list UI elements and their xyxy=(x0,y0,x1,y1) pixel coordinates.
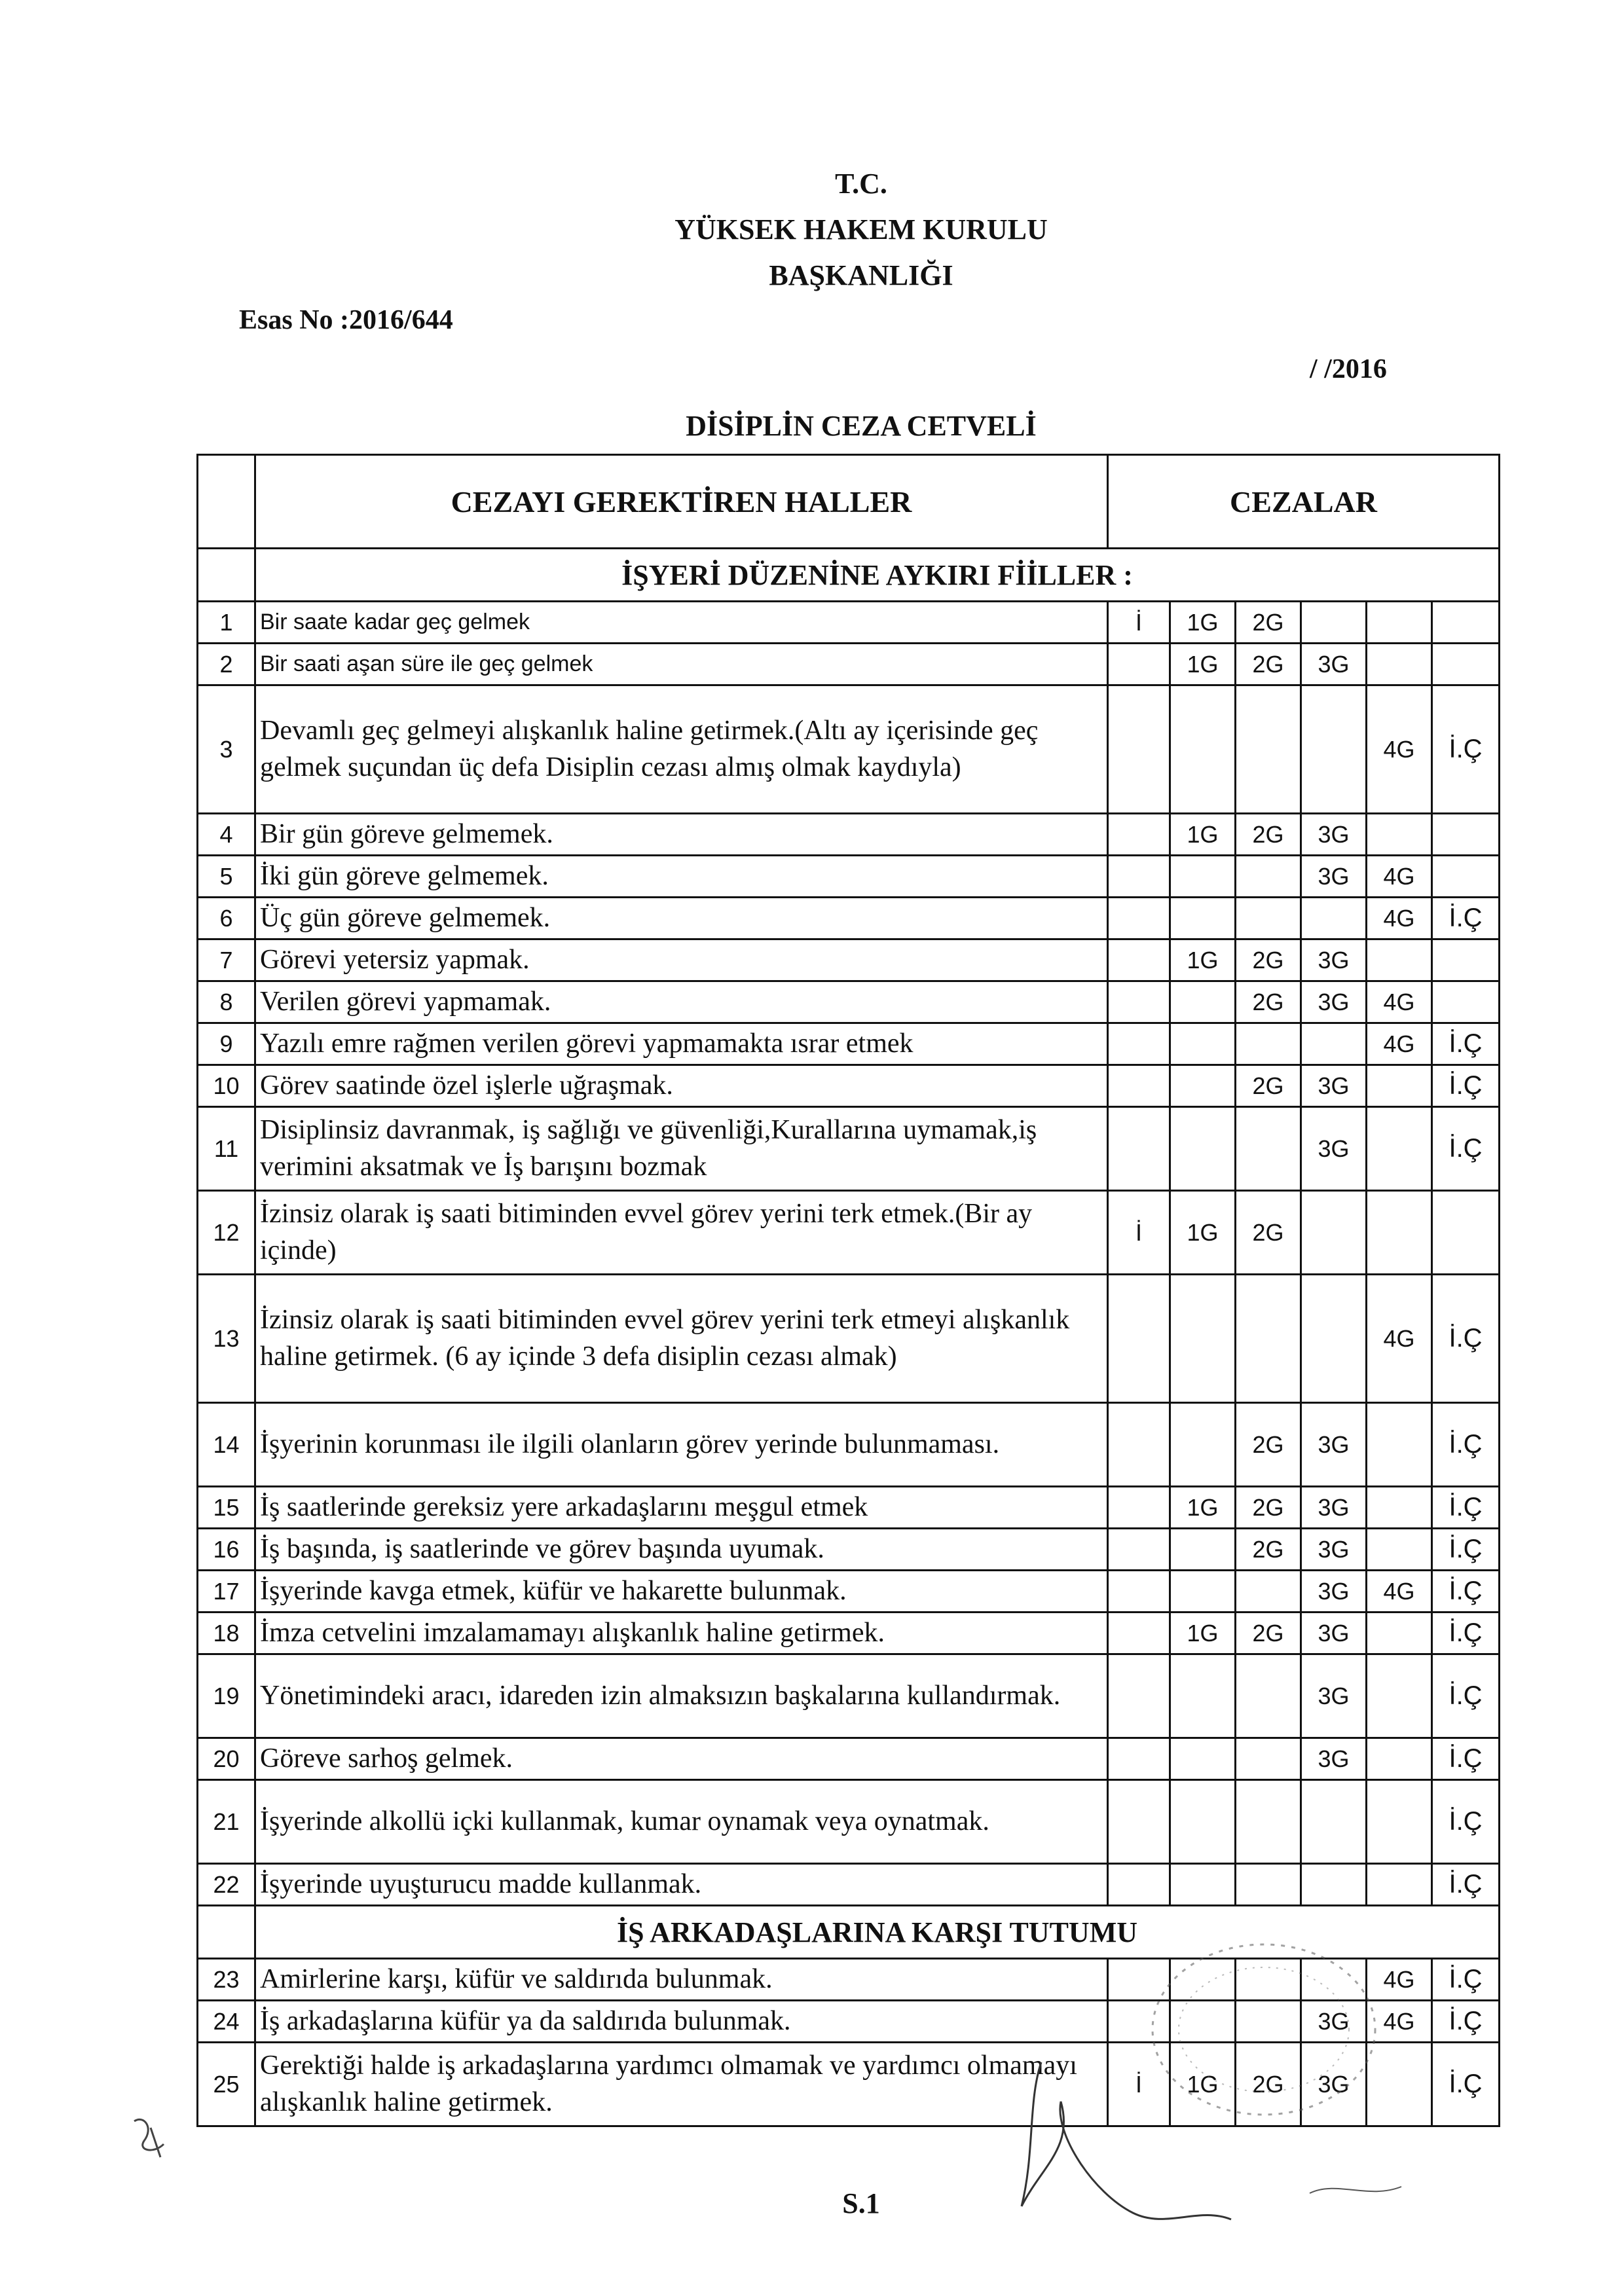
penalty-cell xyxy=(1170,1403,1236,1487)
penalty-cell: 4G xyxy=(1367,856,1432,898)
penalty-cell: 1G xyxy=(1170,1191,1236,1275)
penalty-cell xyxy=(1301,898,1367,939)
penalty-cell xyxy=(1236,1571,1301,1613)
offense-description: Devamlı geç gelmeyi alışkanlık haline getirmek.(Altı ay içerisinde geç gelmek suçundan üç defa Disiplin cezası almış olmak kaydıyla) xyxy=(255,685,1108,814)
penalty-cell xyxy=(1108,1613,1170,1654)
penalty-cell xyxy=(1108,1023,1170,1065)
penalty-cell xyxy=(1236,1654,1301,1738)
penalty-cell xyxy=(1108,981,1170,1023)
penalty-cell: 3G xyxy=(1301,1403,1367,1487)
row-number: 17 xyxy=(198,1571,255,1613)
table-row xyxy=(198,1529,1500,1571)
penalty-cell xyxy=(1170,1023,1236,1065)
row-number: 9 xyxy=(198,1023,255,1065)
penalty-cell xyxy=(1170,898,1236,939)
penalty-cell xyxy=(1367,644,1432,685)
section-num-cell xyxy=(198,549,255,602)
row-number: 5 xyxy=(198,856,255,898)
penalty-cell: 4G xyxy=(1367,1023,1432,1065)
penalty-cell xyxy=(1108,1487,1170,1529)
penalty-cell: İ.Ç xyxy=(1432,1864,1500,1906)
table-row xyxy=(198,939,1500,981)
penalty-cell: 4G xyxy=(1367,1275,1432,1403)
penalty-cell xyxy=(1367,939,1432,981)
penalty-cell xyxy=(1301,602,1367,644)
penalty-cell xyxy=(1301,1191,1367,1275)
penalty-cell: 1G xyxy=(1170,939,1236,981)
penalty-cell: İ.Ç xyxy=(1432,1738,1500,1780)
penalty-cell xyxy=(1108,1654,1170,1738)
penalty-cell: 3G xyxy=(1301,1738,1367,1780)
case-number: Esas No :2016/644 xyxy=(239,305,453,335)
penalty-cell xyxy=(1108,1738,1170,1780)
penalty-cell xyxy=(1367,1613,1432,1654)
penalty-table xyxy=(196,454,1500,2127)
penalty-cell xyxy=(1236,2001,1301,2043)
document-title: DİSİPLİN CEZA CETVELİ xyxy=(686,410,1037,442)
penalty-cell xyxy=(1301,1275,1367,1403)
header-num-cell xyxy=(198,455,255,549)
row-number: 20 xyxy=(198,1738,255,1780)
offense-description: Yazılı emre rağmen verilen görevi yapmamakta ısrar etmek xyxy=(255,1023,1108,1065)
penalty-cell xyxy=(1170,2001,1236,2043)
row-number: 14 xyxy=(198,1403,255,1487)
row-number: 10 xyxy=(198,1065,255,1107)
penalty-cell xyxy=(1367,1065,1432,1107)
penalty-cell xyxy=(1301,1780,1367,1864)
penalty-cell xyxy=(1108,685,1170,814)
penalty-cell: 3G xyxy=(1301,644,1367,685)
penalty-cell: 3G xyxy=(1301,814,1367,856)
penalty-cell xyxy=(1236,1275,1301,1403)
table-row xyxy=(198,1487,1500,1529)
table-row xyxy=(198,856,1500,898)
penalty-cell xyxy=(1236,685,1301,814)
penalty-cell xyxy=(1367,1529,1432,1571)
penalty-cell xyxy=(1170,1529,1236,1571)
penalty-cell: 1G xyxy=(1170,1487,1236,1529)
penalty-cell xyxy=(1432,1191,1500,1275)
section-header-row xyxy=(198,1906,1500,1959)
penalty-cell xyxy=(1367,2043,1432,2126)
row-number: 22 xyxy=(198,1864,255,1906)
page-number: S.1 xyxy=(842,2187,880,2219)
row-number: 3 xyxy=(198,685,255,814)
penalty-cell xyxy=(1108,814,1170,856)
offense-description: Verilen görevi yapmamak. xyxy=(255,981,1108,1023)
penalty-cell xyxy=(1432,856,1500,898)
penalty-cell: 2G xyxy=(1236,1529,1301,1571)
offense-description: İş arkadaşlarına küfür ya da saldırıda bulunmak. xyxy=(255,2001,1108,2043)
penalty-cell xyxy=(1367,1654,1432,1738)
penalty-cell xyxy=(1170,1864,1236,1906)
row-number: 19 xyxy=(198,1654,255,1738)
penalty-cell xyxy=(1236,1738,1301,1780)
offense-description: İşyerinde alkollü içki kullanmak, kumar oynamak veya oynatmak. xyxy=(255,1780,1108,1864)
penalty-cell xyxy=(1108,898,1170,939)
penalty-cell: 1G xyxy=(1170,602,1236,644)
penalty-cell: 3G xyxy=(1301,1654,1367,1738)
header-tc: T.C. xyxy=(835,168,887,200)
offense-description: Göreve sarhoş gelmek. xyxy=(255,1738,1108,1780)
table-row xyxy=(198,2043,1500,2126)
offense-description: İşyerinde uyuşturucu madde kullanmak. xyxy=(255,1864,1108,1906)
penalty-cell: 4G xyxy=(1367,2001,1432,2043)
offense-description: Bir saate kadar geç gelmek xyxy=(255,602,1108,644)
row-number: 25 xyxy=(198,2043,255,2126)
penalty-cell xyxy=(1170,1780,1236,1864)
row-number: 1 xyxy=(198,602,255,644)
penalty-cell xyxy=(1108,1959,1170,2001)
penalty-cell: 3G xyxy=(1301,2001,1367,2043)
penalty-cell: 3G xyxy=(1301,1065,1367,1107)
penalty-cell xyxy=(1367,602,1432,644)
penalty-cell: 2G xyxy=(1236,939,1301,981)
penalty-cell xyxy=(1108,1065,1170,1107)
row-number: 6 xyxy=(198,898,255,939)
row-number: 13 xyxy=(198,1275,255,1403)
penalty-cell xyxy=(1170,1275,1236,1403)
penalty-cell: 1G xyxy=(1170,2043,1236,2126)
penalty-cell: İ xyxy=(1108,602,1170,644)
header-presidency: BAŞKANLIĞI xyxy=(769,259,953,291)
offense-description: Gerektiği halde iş arkadaşlarına yardımcı olmamak ve yardımcı olmamayı alışkanlık haline getirmek. xyxy=(255,2043,1108,2126)
table-row xyxy=(198,1864,1500,1906)
penalty-cell: İ.Ç xyxy=(1432,1487,1500,1529)
penalty-cell: 2G xyxy=(1236,1613,1301,1654)
table-row xyxy=(198,644,1500,685)
table-row xyxy=(198,1613,1500,1654)
penalty-cell: 4G xyxy=(1367,1959,1432,2001)
penalty-cell xyxy=(1367,1864,1432,1906)
penalty-cell: 2G xyxy=(1236,1191,1301,1275)
table-row xyxy=(198,602,1500,644)
row-number: 21 xyxy=(198,1780,255,1864)
penalty-cell: 1G xyxy=(1170,644,1236,685)
row-number: 15 xyxy=(198,1487,255,1529)
penalty-cell xyxy=(1301,1023,1367,1065)
document-date: / /2016 xyxy=(1310,354,1387,384)
table-row xyxy=(198,814,1500,856)
penalty-cell xyxy=(1236,856,1301,898)
penalty-cell: 4G xyxy=(1367,685,1432,814)
penalty-cell: 2G xyxy=(1236,814,1301,856)
offense-description: Bir gün göreve gelmemek. xyxy=(255,814,1108,856)
offense-description: İzinsiz olarak iş saati bitiminden evvel görev yerini terk etmek.(Bir ay içinde) xyxy=(255,1191,1108,1275)
penalty-cell: 2G xyxy=(1236,644,1301,685)
penalty-cell: 3G xyxy=(1301,1529,1367,1571)
table-row xyxy=(198,685,1500,814)
offense-description: Üç gün göreve gelmemek. xyxy=(255,898,1108,939)
penalty-cell: İ.Ç xyxy=(1432,1780,1500,1864)
penalty-cell xyxy=(1236,1023,1301,1065)
penalty-cell: İ xyxy=(1108,2043,1170,2126)
table-row xyxy=(198,898,1500,939)
penalty-cell xyxy=(1170,1654,1236,1738)
penalty-cell: İ.Ç xyxy=(1432,898,1500,939)
table-row xyxy=(198,1275,1500,1403)
section-title: İŞ ARKADAŞLARINA KARŞI TUTUMU xyxy=(255,1906,1500,1959)
penalty-cell xyxy=(1367,1780,1432,1864)
initials-icon xyxy=(124,2108,183,2167)
penalty-cell: İ.Ç xyxy=(1432,1571,1500,1613)
penalty-cell xyxy=(1108,1864,1170,1906)
table-row xyxy=(198,1571,1500,1613)
offense-description: İşyerinin korunması ile ilgili olanların görev yerinde bulunmaması. xyxy=(255,1403,1108,1487)
penalty-cell xyxy=(1432,602,1500,644)
column-header-offenses: CEZAYI GEREKTİREN HALLER xyxy=(255,455,1108,549)
penalty-cell xyxy=(1170,1065,1236,1107)
penalty-cell: İ.Ç xyxy=(1432,1107,1500,1191)
offense-description: Bir saati aşan süre ile geç gelmek xyxy=(255,644,1108,685)
penalty-cell xyxy=(1367,1107,1432,1191)
table-row xyxy=(198,981,1500,1023)
table-row xyxy=(198,1191,1500,1275)
penalty-cell xyxy=(1236,1780,1301,1864)
penalty-cell xyxy=(1432,644,1500,685)
penalty-cell xyxy=(1367,1191,1432,1275)
offense-description: İş saatlerinde gereksiz yere arkadaşlarını meşgul etmek xyxy=(255,1487,1108,1529)
penalty-cell: İ.Ç xyxy=(1432,1065,1500,1107)
penalty-cell xyxy=(1236,898,1301,939)
table-row xyxy=(198,1654,1500,1738)
table-row xyxy=(198,1738,1500,1780)
penalty-cell: 2G xyxy=(1236,1487,1301,1529)
penalty-cell xyxy=(1108,1529,1170,1571)
penalty-cell xyxy=(1301,685,1367,814)
penalty-cell: 3G xyxy=(1301,1487,1367,1529)
row-number: 8 xyxy=(198,981,255,1023)
penalty-cell xyxy=(1367,1738,1432,1780)
offense-description: Amirlerine karşı, küfür ve saldırıda bulunmak. xyxy=(255,1959,1108,2001)
penalty-cell: İ.Ç xyxy=(1432,1959,1500,2001)
penalty-cell: 1G xyxy=(1170,814,1236,856)
penalty-cell: 4G xyxy=(1367,981,1432,1023)
penalty-cell: 3G xyxy=(1301,1613,1367,1654)
offense-description: İzinsiz olarak iş saati bitiminden evvel görev yerini terk etmeyi alışkanlık haline getirmek. (6 ay içinde 3 defa disiplin cezası almak) xyxy=(255,1275,1108,1403)
table-header-row xyxy=(198,455,1500,549)
offense-description: İki gün göreve gelmemek. xyxy=(255,856,1108,898)
penalty-cell xyxy=(1108,644,1170,685)
offense-description: Disiplinsiz davranmak, iş sağlığı ve güvenliği,Kurallarına uymamak,iş verimini aksatmak ve İş barışını bozmak xyxy=(255,1107,1108,1191)
offense-description: Yönetimindeki aracı, idareden izin almaksızın başkalarına kullandırmak. xyxy=(255,1654,1108,1738)
section-num-cell xyxy=(198,1906,255,1959)
section-header-row xyxy=(198,549,1500,602)
row-number: 24 xyxy=(198,2001,255,2043)
penalty-cell: İ.Ç xyxy=(1432,1613,1500,1654)
penalty-cell xyxy=(1108,1780,1170,1864)
table-row xyxy=(198,1065,1500,1107)
penalty-cell: İ.Ç xyxy=(1432,2043,1500,2126)
penalty-cell xyxy=(1108,2001,1170,2043)
penalty-cell: 3G xyxy=(1301,1107,1367,1191)
penalty-cell: 4G xyxy=(1367,898,1432,939)
offense-description: İmza cetvelini imzalamamayı alışkanlık haline getirmek. xyxy=(255,1613,1108,1654)
table-row xyxy=(198,1403,1500,1487)
row-number: 2 xyxy=(198,644,255,685)
penalty-cell: 3G xyxy=(1301,981,1367,1023)
penalty-cell xyxy=(1301,1959,1367,2001)
penalty-cell xyxy=(1108,939,1170,981)
penalty-cell xyxy=(1170,856,1236,898)
penalty-cell xyxy=(1108,856,1170,898)
penalty-cell: 4G xyxy=(1367,1571,1432,1613)
penalty-cell xyxy=(1108,1403,1170,1487)
penalty-cell: İ.Ç xyxy=(1432,1023,1500,1065)
penalty-cell: İ.Ç xyxy=(1432,1654,1500,1738)
penalty-cell xyxy=(1367,1403,1432,1487)
row-number: 7 xyxy=(198,939,255,981)
row-number: 4 xyxy=(198,814,255,856)
penalty-cell: 2G xyxy=(1236,981,1301,1023)
penalty-cell: İ.Ç xyxy=(1432,1275,1500,1403)
offense-description: Görevi yetersiz yapmak. xyxy=(255,939,1108,981)
penalty-cell xyxy=(1108,1107,1170,1191)
penalty-cell xyxy=(1432,939,1500,981)
row-number: 12 xyxy=(198,1191,255,1275)
table-row xyxy=(198,1780,1500,1864)
penalty-cell xyxy=(1170,1959,1236,2001)
penalty-cell xyxy=(1170,981,1236,1023)
header-institution: YÜKSEK HAKEM KURULU xyxy=(674,213,1048,246)
row-number: 16 xyxy=(198,1529,255,1571)
penalty-cell: 2G xyxy=(1236,602,1301,644)
row-number: 23 xyxy=(198,1959,255,2001)
penalty-cell: İ xyxy=(1108,1191,1170,1275)
penalty-cell xyxy=(1236,1107,1301,1191)
penalty-cell: 2G xyxy=(1236,1065,1301,1107)
penalty-cell xyxy=(1432,814,1500,856)
row-number: 11 xyxy=(198,1107,255,1191)
penalty-cell xyxy=(1170,685,1236,814)
penalty-cell: 3G xyxy=(1301,2043,1367,2126)
row-number: 18 xyxy=(198,1613,255,1654)
penalty-cell: İ.Ç xyxy=(1432,685,1500,814)
penalty-cell: İ.Ç xyxy=(1432,1403,1500,1487)
offense-description: Görev saatinde özel işlerle uğraşmak. xyxy=(255,1065,1108,1107)
penalty-cell xyxy=(1170,1107,1236,1191)
offense-description: İş başında, iş saatlerinde ve görev başında uyumak. xyxy=(255,1529,1108,1571)
column-header-penalties: CEZALAR xyxy=(1108,455,1500,549)
penalty-cell: 1G xyxy=(1170,1613,1236,1654)
penalty-cell xyxy=(1108,1275,1170,1403)
penalty-cell xyxy=(1170,1571,1236,1613)
table-row xyxy=(198,1107,1500,1191)
penalty-cell xyxy=(1170,1738,1236,1780)
table-row xyxy=(198,2001,1500,2043)
penalty-cell xyxy=(1236,1864,1301,1906)
penalty-cell: 2G xyxy=(1236,1403,1301,1487)
penalty-cell xyxy=(1301,1864,1367,1906)
penalty-cell: 3G xyxy=(1301,856,1367,898)
penalty-cell xyxy=(1432,981,1500,1023)
table-row xyxy=(198,1959,1500,2001)
offense-description: İşyerinde kavga etmek, küfür ve hakarette bulunmak. xyxy=(255,1571,1108,1613)
section-title: İŞYERİ DÜZENİNE AYKIRI FİİLLER : xyxy=(255,549,1500,602)
penalty-cell xyxy=(1108,1571,1170,1613)
penalty-cell: 3G xyxy=(1301,1571,1367,1613)
penalty-cell: 3G xyxy=(1301,939,1367,981)
penalty-cell: İ.Ç xyxy=(1432,1529,1500,1571)
penalty-cell: 2G xyxy=(1236,2043,1301,2126)
table-row xyxy=(198,1023,1500,1065)
penalty-cell xyxy=(1367,814,1432,856)
penalty-cell xyxy=(1367,1487,1432,1529)
penalty-cell xyxy=(1236,1959,1301,2001)
penalty-cell: İ.Ç xyxy=(1432,2001,1500,2043)
